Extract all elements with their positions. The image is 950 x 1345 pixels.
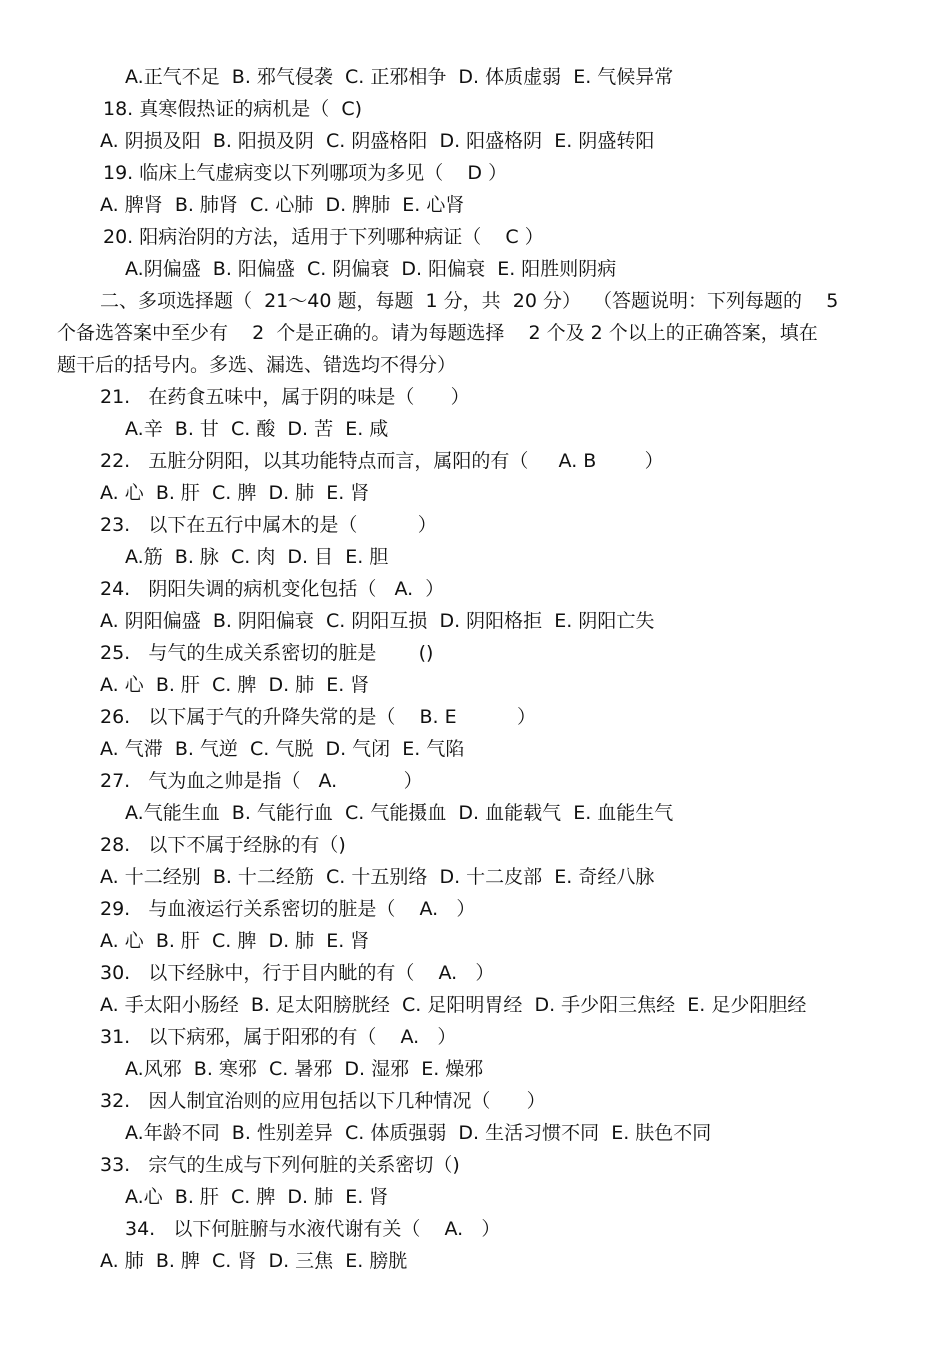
q27-options: A.气能生血 B. 气能行血 C. 气能摄血 D. 血能载气 E. 血能生气: [125, 802, 674, 824]
q22-stem: 22. 五脏分阴阳，以其功能特点而言，属阳的有（ A. B ）: [100, 450, 664, 472]
q19-options: A. 脾肾 B. 肺肾 C. 心肺 D. 脾肺 E. 心肾: [100, 194, 465, 216]
q28-options: A. 十二经别 B. 十二经筋 C. 十五别络 D. 十二皮部 E. 奇经八脉: [100, 866, 655, 888]
q21-stem: 21. 在药食五味中，属于阴的味是（ ）: [100, 386, 470, 408]
q24-options: A. 阴阳偏盛 B. 阴阳偏衰 C. 阴阳互损 D. 阴阳格拒 E. 阴阳亡失: [100, 610, 655, 632]
q27-stem: 27. 气为血之帅是指（ A. ）: [100, 770, 423, 792]
q23-options: A.筋 B. 脉 C. 肉 D. 目 E. 胆: [125, 546, 389, 568]
q19-stem: 19. 临床上气虚病变以下列哪项为多见（ D ）: [103, 162, 508, 184]
q21-options: A.辛 B. 甘 C. 酸 D. 苦 E. 咸: [125, 418, 389, 440]
q23-stem: 23. 以下在五行中属木的是（ ）: [100, 514, 437, 536]
section-note-2: 题干后的括号内。多选、漏选、错选均不得分）: [57, 354, 457, 376]
q30-options: A. 手太阳小肠经 B. 足太阳膀胱经 C. 足阳明胃经 D. 手少阳三焦经 E. 足少阳胆经: [100, 994, 807, 1016]
q20-options: A.阴偏盛 B. 阳偏盛 C. 阴偏衰 D. 阳偏衰 E. 阳胜则阴病: [125, 258, 617, 280]
q25-options: A. 心 B. 肝 C. 脾 D. 肺 E. 肾: [100, 674, 370, 696]
q29-stem: 29. 与血液运行关系密切的脏是（ A. ）: [100, 898, 476, 920]
q24-stem: 24. 阴阳失调的病机变化包括（ A. ）: [100, 578, 445, 600]
q18-stem: 18. 真寒假热证的病机是（ C): [103, 98, 363, 120]
q26-stem: 26. 以下属于气的升降失常的是（ B. E ）: [100, 706, 537, 728]
q32-stem: 32. 因人制宜治则的应用包括以下几种情况（ ）: [100, 1090, 546, 1112]
q33-options: A.心 B. 肝 C. 脾 D. 肺 E. 肾: [125, 1186, 389, 1208]
q28-stem: 28. 以下不属于经脉的有（): [100, 834, 346, 856]
q17-options: A.正气不足 B. 邪气侵袭 C. 正邪相争 D. 体质虚弱 E. 气候异常: [125, 66, 674, 88]
section-heading: 二、多项选择题（ 21～40 题，每题 1 分，共 20 分） （答题说明：下列每题的 5: [100, 290, 839, 312]
q18-options: A. 阴损及阳 B. 阳损及阴 C. 阴盛格阳 D. 阳盛格阴 E. 阴盛转阳: [100, 130, 655, 152]
q29-options: A. 心 B. 肝 C. 脾 D. 肺 E. 肾: [100, 930, 370, 952]
q26-options: A. 气滞 B. 气逆 C. 气脱 D. 气闭 E. 气陷: [100, 738, 465, 760]
q20-stem: 20. 阳病治阴的方法，适用于下列哪种病证（ C ）: [103, 226, 544, 248]
q31-options: A.风邪 B. 寒邪 C. 暑邪 D. 湿邪 E. 燥邪: [125, 1058, 484, 1080]
q34-stem: 34. 以下何脏腑与水液代谢有关（ A. ）: [125, 1218, 501, 1240]
q30-stem: 30. 以下经脉中，行于目内眦的有（ A. ）: [100, 962, 495, 984]
q34-options: A. 肺 B. 脾 C. 肾 D. 三焦 E. 膀胱: [100, 1250, 408, 1272]
q32-options: A.年龄不同 B. 性别差异 C. 体质强弱 D. 生活习惯不同 E. 肤色不同: [125, 1122, 712, 1144]
q33-stem: 33. 宗气的生成与下列何脏的关系密切（): [100, 1154, 460, 1176]
section-note-1: 个备选答案中至少有 2 个是正确的。请为每题选择 2 个及 2 个以上的正确答案，填在: [57, 322, 818, 344]
q25-stem: 25. 与气的生成关系密切的脏是 (): [100, 642, 434, 664]
q22-options: A. 心 B. 肝 C. 脾 D. 肺 E. 肾: [100, 482, 370, 504]
q31-stem: 31. 以下病邪，属于阳邪的有（ A. ）: [100, 1026, 457, 1048]
